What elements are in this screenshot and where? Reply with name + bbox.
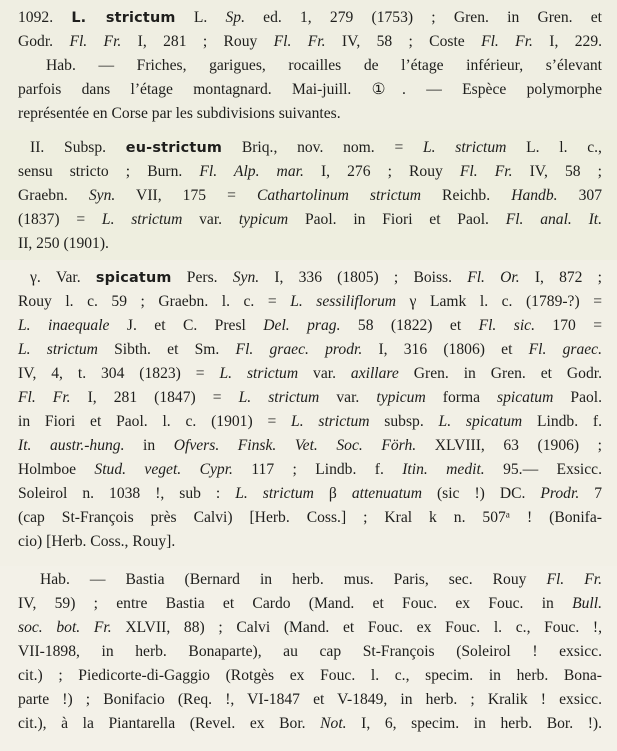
text-line: soc. bot. Fr. XLVII, 88) ; Calvi (Mand. et Fouc. ex Fouc. l. c., Fouc. !, [18, 619, 602, 636]
text-line: VII-1898, in herb. Bonaparte), au cap St-François (Soleirol ! exsicc. [18, 643, 602, 660]
text-line: Rouy l. c. 59 ; Graebn. l. c. = L. sessiliflorum γ Lamk l. c. (1789-?) = [18, 293, 602, 310]
text-line: Godr. Fl. Fr. I, 281 ; Rouy Fl. Fr. IV, 58 ; Coste Fl. Fr. I, 229. [18, 33, 603, 50]
text-line: cit.), à la Piantarella (Revel. ex Bor. Not. I, 6, specim. in herb. Bor. !). [18, 715, 603, 732]
text-line: Soleirol n. 1038 !, sub : L. strictum β attenuatum (sic !) DC. Prodr. 7 [18, 485, 603, 502]
text-line: II. Subsp. eu-strictum Briq., nov. nom. = L. strictum L. l. c., [30, 139, 602, 156]
text-line: cit.) ; Piedicorte-di-Gaggio (Rotgès ex Fouc. l. c., specim. in herb. Bona- [18, 667, 602, 684]
text-line: cio) [Herb. Coss., Rouy]. [18, 533, 176, 550]
text-line: Hab. — Friches, garigues, rocailles de l’étage inférieur, s’élevant [46, 57, 602, 74]
text-line: L. strictum Sibth. et Sm. Fl. graec. prodr. I, 316 (1806) et Fl. graec. [18, 341, 602, 358]
text-line: parfois dans l’étage montagnard. Mai-juill. ①. — Espèce polymorphe [18, 81, 602, 98]
text-line: Fl. Fr. I, 281 (1847) = L. strictum var. typicum forma spicatum Paol. [18, 389, 603, 406]
text-line: Hab. — Bastia (Bernard in herb. mus. Paris, sec. Rouy Fl. Fr. [40, 571, 602, 588]
text-line: IV, 59) ; entre Bastia et Cardo (Mand. et Fouc. ex Fouc. in Bull. [18, 595, 602, 612]
text-line: 1092. L. strictum L. Sp. ed. 1, 279 (1753) ; Gren. in Gren. et [18, 9, 603, 26]
text-line: Holmboe Stud. veget. Cypr. 117 ; Lindb. f. Itin. medit. 95.— Exsicc. [18, 461, 603, 478]
text-line: Graebn. Syn. VII, 175 = Cathartolinum strictum Reichb. Handb. 307 [18, 187, 603, 204]
text-line: γ. Var. spicatum Pers. Syn. I, 336 (1805) ; Boiss. Fl. Or. I, 872 ; [30, 269, 602, 286]
text-line: II, 250 (1901). [18, 235, 109, 252]
text-line: (1837) = L. strictum var. typicum Paol. in Fiori et Paol. Fl. anal. It. [18, 211, 603, 228]
text-line: parte !) ; Bonifacio (Req. !, VI-1847 et V-1849, in herb. ; Kralik ! exsicc. [18, 691, 602, 708]
text-line: L. inaequale J. et C. Presl Del. prag. 58 (1822) et Fl. sic. 170 = [18, 317, 603, 334]
text-line: (cap St-François près Calvi) [Herb. Coss.] ; Kral k n. 507ᵃ ! (Bonifa- [18, 509, 602, 526]
text-line: in Fiori et Paol. l. c. (1901) = L. strictum subsp. L. spicatum Lindb. f. [18, 413, 602, 430]
text-line: IV, 4, t. 304 (1823) = L. strictum var. axillare Gren. in Gren. et Godr. [18, 365, 602, 382]
text-line: It. austr.-hung. in Ofvers. Finsk. Vet. Soc. Förh. XLVIII, 63 (1906) ; [18, 437, 602, 454]
text-line: sensu stricto ; Burn. Fl. Alp. mar. I, 276 ; Rouy Fl. Fr. IV, 58 ; [18, 163, 602, 180]
text-line: représentée en Corse par les subdivisions suivantes. [18, 105, 341, 122]
